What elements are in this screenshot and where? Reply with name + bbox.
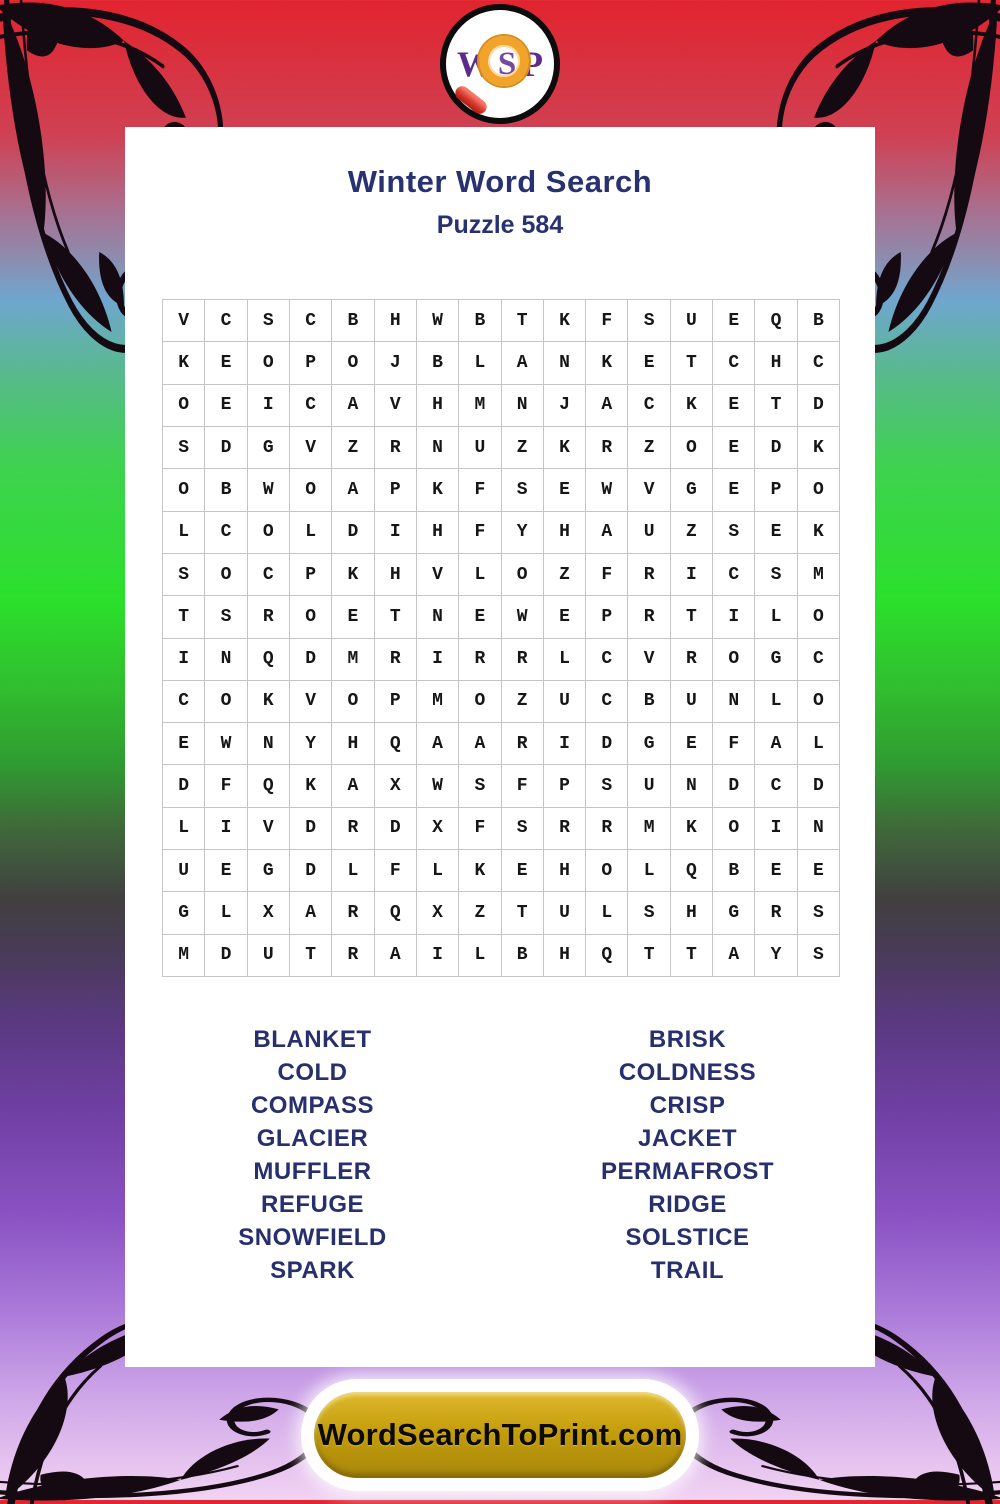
- grid-cell-letter: K: [798, 512, 840, 554]
- grid-cell-letter: D: [290, 850, 332, 892]
- grid-cell-letter: E: [713, 300, 755, 342]
- site-button-glow: [301, 1379, 699, 1491]
- grid-cell-letter: Q: [755, 300, 797, 342]
- grid-cell-letter: V: [628, 469, 670, 511]
- grid-cell-letter: A: [417, 723, 459, 765]
- grid-cell-letter: N: [671, 765, 713, 807]
- grid-cell-letter: C: [713, 342, 755, 384]
- grid-cell-letter: O: [713, 808, 755, 850]
- grid-cell-letter: W: [586, 469, 628, 511]
- grid-cell-letter: R: [332, 892, 374, 934]
- grid-cell-letter: O: [290, 469, 332, 511]
- grid-cell-letter: R: [628, 554, 670, 596]
- grid-cell-letter: Z: [332, 427, 374, 469]
- magnifying-glass-icon: [479, 36, 529, 86]
- grid-cell-letter: N: [798, 808, 840, 850]
- word-list-item: SPARK: [270, 1257, 355, 1284]
- logo-letter-p: P: [520, 44, 543, 84]
- grid-cell-letter: O: [332, 342, 374, 384]
- word-list-item: SNOWFIELD: [238, 1224, 387, 1251]
- grid-cell-letter: U: [544, 681, 586, 723]
- grid-cell-letter: C: [290, 385, 332, 427]
- grid-cell-letter: R: [375, 427, 417, 469]
- grid-cell-letter: F: [205, 765, 247, 807]
- grid-cell-letter: O: [290, 596, 332, 638]
- grid-cell-letter: E: [332, 596, 374, 638]
- grid-cell-letter: P: [290, 554, 332, 596]
- grid-cell-letter: D: [375, 808, 417, 850]
- grid-cell-letter: W: [205, 723, 247, 765]
- grid-cell-letter: K: [671, 808, 713, 850]
- grid-cell-letter: M: [417, 681, 459, 723]
- grid-cell-letter: V: [290, 681, 332, 723]
- grid-cell-letter: K: [417, 469, 459, 511]
- grid-cell-letter: F: [375, 850, 417, 892]
- grid-cell-letter: D: [798, 765, 840, 807]
- grid-cell-letter: Z: [502, 681, 544, 723]
- grid-cell-letter: C: [798, 639, 840, 681]
- grid-cell-letter: Q: [248, 639, 290, 681]
- grid-cell-letter: N: [544, 342, 586, 384]
- grid-cell-letter: E: [205, 342, 247, 384]
- grid-cell-letter: G: [755, 639, 797, 681]
- grid-cell-letter: E: [671, 723, 713, 765]
- grid-cell-letter: E: [163, 723, 205, 765]
- grid-cell-letter: L: [163, 808, 205, 850]
- grid-cell-letter: A: [755, 723, 797, 765]
- grid-cell-letter: O: [205, 554, 247, 596]
- grid-cell-letter: M: [163, 935, 205, 977]
- grid-cell-letter: O: [332, 681, 374, 723]
- grid-cell-letter: G: [163, 892, 205, 934]
- grid-cell-letter: R: [544, 808, 586, 850]
- grid-cell-letter: C: [713, 554, 755, 596]
- puzzle-number: Puzzle 584: [436, 211, 564, 239]
- grid-cell-letter: T: [502, 300, 544, 342]
- grid-cell-letter: Z: [459, 892, 501, 934]
- grid-cell-letter: U: [671, 681, 713, 723]
- grid-cell-letter: P: [755, 469, 797, 511]
- grid-cell-letter: R: [671, 639, 713, 681]
- grid-cell-letter: O: [163, 469, 205, 511]
- word-list-item: COLD: [277, 1059, 348, 1086]
- grid-cell-letter: R: [332, 808, 374, 850]
- grid-cell-letter: M: [798, 554, 840, 596]
- grid-cell-letter: U: [628, 765, 670, 807]
- grid-cell-letter: H: [375, 300, 417, 342]
- grid-cell-letter: V: [248, 808, 290, 850]
- grid-cell-letter: P: [290, 342, 332, 384]
- grid-cell-letter: X: [417, 808, 459, 850]
- grid-cell-letter: A: [332, 385, 374, 427]
- grid-cell-letter: Q: [375, 723, 417, 765]
- grid-cell-letter: K: [459, 850, 501, 892]
- grid-cell-letter: C: [205, 300, 247, 342]
- word-list-item: COMPASS: [250, 1092, 375, 1119]
- grid-cell-letter: S: [163, 427, 205, 469]
- grid-cell-letter: T: [163, 596, 205, 638]
- grid-cell-letter: O: [671, 427, 713, 469]
- grid-cell-letter: H: [332, 723, 374, 765]
- grid-cell-letter: E: [459, 596, 501, 638]
- grid-cell-letter: X: [375, 765, 417, 807]
- grid-cell-letter: C: [248, 554, 290, 596]
- word-list-item: REFUGE: [260, 1191, 364, 1218]
- grid-cell-letter: E: [713, 469, 755, 511]
- grid-cell-letter: Z: [671, 512, 713, 554]
- grid-cell-letter: H: [755, 342, 797, 384]
- logo-letter-s: S: [497, 45, 517, 82]
- grid-cell-letter: O: [163, 385, 205, 427]
- grid-cell-letter: G: [248, 850, 290, 892]
- grid-cell-letter: L: [459, 342, 501, 384]
- grid-cell-letter: V: [163, 300, 205, 342]
- word-list-item: RIDGE: [648, 1191, 727, 1218]
- grid-cell-letter: E: [798, 850, 840, 892]
- grid-cell-letter: T: [502, 892, 544, 934]
- grid-cell-letter: Q: [375, 892, 417, 934]
- grid-cell-letter: Z: [628, 427, 670, 469]
- grid-cell-letter: T: [671, 342, 713, 384]
- grid-cell-letter: S: [628, 892, 670, 934]
- grid-cell-letter: C: [755, 765, 797, 807]
- grid-cell-letter: E: [713, 385, 755, 427]
- grid-cell-letter: I: [205, 808, 247, 850]
- grid-cell-letter: G: [628, 723, 670, 765]
- grid-cell-letter: C: [628, 385, 670, 427]
- grid-cell-letter: R: [248, 596, 290, 638]
- grid-cell-letter: Q: [248, 765, 290, 807]
- grid-cell-letter: I: [671, 554, 713, 596]
- grid-cell-letter: X: [417, 892, 459, 934]
- grid-cell-letter: N: [205, 639, 247, 681]
- grid-cell-letter: L: [205, 892, 247, 934]
- grid-cell-letter: S: [628, 300, 670, 342]
- grid-cell-letter: M: [628, 808, 670, 850]
- grid-cell-letter: A: [332, 765, 374, 807]
- grid-cell-letter: W: [417, 765, 459, 807]
- grid-cell-letter: I: [713, 596, 755, 638]
- word-list-item: JACKET: [637, 1125, 737, 1152]
- grid-cell-letter: T: [671, 935, 713, 977]
- grid-cell-letter: T: [628, 935, 670, 977]
- word-list-item: CRISP: [649, 1092, 726, 1119]
- grid-cell-letter: D: [713, 765, 755, 807]
- grid-cell-letter: V: [628, 639, 670, 681]
- grid-cell-letter: A: [502, 342, 544, 384]
- grid-cell-letter: G: [713, 892, 755, 934]
- grid-cell-letter: O: [248, 512, 290, 554]
- grid-cell-letter: S: [755, 554, 797, 596]
- grid-cell-letter: Y: [755, 935, 797, 977]
- grid-cell-letter: R: [586, 427, 628, 469]
- grid-cell-letter: S: [502, 808, 544, 850]
- grid-cell-letter: I: [544, 723, 586, 765]
- grid-cell-letter: L: [332, 850, 374, 892]
- grid-cell-letter: M: [459, 385, 501, 427]
- grid-cell-letter: O: [798, 681, 840, 723]
- grid-cell-letter: T: [755, 385, 797, 427]
- grid-cell-letter: S: [163, 554, 205, 596]
- grid-cell-letter: Z: [544, 554, 586, 596]
- grid-cell-letter: R: [755, 892, 797, 934]
- grid-cell-letter: I: [417, 935, 459, 977]
- word-list-item: COLDNESS: [618, 1059, 757, 1086]
- grid-cell-letter: J: [375, 342, 417, 384]
- grid-cell-letter: D: [798, 385, 840, 427]
- grid-cell-letter: D: [290, 808, 332, 850]
- grid-cell-letter: C: [163, 681, 205, 723]
- grid-cell-letter: E: [544, 469, 586, 511]
- grid-cell-letter: E: [205, 385, 247, 427]
- grid-cell-letter: S: [459, 765, 501, 807]
- grid-cell-letter: K: [248, 681, 290, 723]
- grid-cell-letter: L: [459, 554, 501, 596]
- grid-cell-letter: O: [798, 596, 840, 638]
- grid-cell-letter: S: [798, 892, 840, 934]
- grid-cell-letter: L: [755, 681, 797, 723]
- grid-cell-letter: H: [544, 935, 586, 977]
- grid-cell-letter: E: [628, 342, 670, 384]
- grid-cell-letter: O: [205, 681, 247, 723]
- grid-cell-letter: Y: [290, 723, 332, 765]
- wsp-logo[interactable]: [440, 4, 560, 124]
- grid-cell-letter: P: [586, 596, 628, 638]
- grid-cell-letter: A: [586, 385, 628, 427]
- grid-cell-letter: L: [417, 850, 459, 892]
- logo-letter-w: W: [457, 44, 493, 84]
- grid-cell-letter: W: [417, 300, 459, 342]
- grid-cell-letter: Q: [586, 935, 628, 977]
- grid-cell-letter: B: [459, 300, 501, 342]
- grid-cell-letter: U: [459, 427, 501, 469]
- puzzle-grid: [162, 299, 840, 977]
- grid-cell-letter: T: [290, 935, 332, 977]
- grid-cell-letter: X: [248, 892, 290, 934]
- grid-cell-letter: F: [459, 469, 501, 511]
- grid-cell-letter: A: [332, 469, 374, 511]
- grid-cell-letter: S: [248, 300, 290, 342]
- grid-cell-letter: F: [502, 765, 544, 807]
- grid-cell-letter: D: [205, 935, 247, 977]
- grid-cell-letter: R: [502, 639, 544, 681]
- grid-cell-letter: K: [332, 554, 374, 596]
- word-list-item: SOLSTICE: [625, 1224, 750, 1251]
- grid-cell-letter: N: [417, 596, 459, 638]
- grid-cell-letter: V: [375, 385, 417, 427]
- grid-cell-letter: K: [671, 385, 713, 427]
- grid-cell-letter: U: [163, 850, 205, 892]
- word-list-item: BRISK: [648, 1026, 727, 1053]
- grid-cell-letter: S: [502, 469, 544, 511]
- grid-cell-letter: W: [502, 596, 544, 638]
- grid-cell-letter: R: [459, 639, 501, 681]
- grid-cell-letter: L: [798, 723, 840, 765]
- grid-cell-letter: C: [586, 681, 628, 723]
- grid-cell-letter: K: [290, 765, 332, 807]
- word-list-left: [125, 1023, 500, 1287]
- grid-cell-letter: P: [375, 681, 417, 723]
- grid-cell-letter: I: [163, 639, 205, 681]
- grid-cell-letter: H: [375, 554, 417, 596]
- grid-cell-letter: K: [586, 342, 628, 384]
- grid-cell-letter: L: [628, 850, 670, 892]
- grid-cell-letter: G: [248, 427, 290, 469]
- grid-cell-letter: L: [290, 512, 332, 554]
- grid-cell-letter: R: [332, 935, 374, 977]
- grid-cell-letter: C: [798, 342, 840, 384]
- grid-cell-letter: V: [290, 427, 332, 469]
- word-list-item: MUFFLER: [253, 1158, 372, 1185]
- grid-cell-letter: Y: [502, 512, 544, 554]
- website-button[interactable]: WordSearchToPrint.com: [314, 1392, 686, 1478]
- grid-cell-letter: C: [290, 300, 332, 342]
- grid-cell-letter: D: [755, 427, 797, 469]
- grid-cell-letter: A: [586, 512, 628, 554]
- grid-cell-letter: E: [544, 596, 586, 638]
- grid-cell-letter: N: [417, 427, 459, 469]
- grid-cell-letter: O: [798, 469, 840, 511]
- grid-cell-letter: O: [713, 639, 755, 681]
- grid-cell-letter: H: [544, 512, 586, 554]
- grid-cell-letter: B: [502, 935, 544, 977]
- word-list-item: BLANKET: [253, 1026, 372, 1053]
- grid-cell-letter: N: [713, 681, 755, 723]
- grid-cell-letter: E: [755, 512, 797, 554]
- grid-cell-letter: L: [755, 596, 797, 638]
- grid-cell-letter: C: [586, 639, 628, 681]
- grid-cell-letter: F: [586, 300, 628, 342]
- grid-cell-letter: K: [544, 427, 586, 469]
- grid-cell-letter: L: [586, 892, 628, 934]
- grid-cell-letter: T: [375, 596, 417, 638]
- word-list-item: GLACIER: [256, 1125, 369, 1152]
- grid-cell-letter: D: [205, 427, 247, 469]
- grid-cell-letter: E: [713, 427, 755, 469]
- grid-cell-letter: B: [628, 681, 670, 723]
- grid-cell-letter: B: [798, 300, 840, 342]
- grid-cell-letter: O: [459, 681, 501, 723]
- grid-cell-letter: F: [713, 723, 755, 765]
- grid-cell-letter: U: [544, 892, 586, 934]
- word-list: [125, 1023, 875, 1287]
- grid-cell-letter: I: [417, 639, 459, 681]
- grid-cell-letter: R: [375, 639, 417, 681]
- grid-cell-letter: E: [755, 850, 797, 892]
- puzzle-title: Winter Word Search: [347, 164, 653, 199]
- grid-cell-letter: Q: [671, 850, 713, 892]
- grid-cell-letter: D: [290, 639, 332, 681]
- grid-cell-letter: L: [163, 512, 205, 554]
- grid-cell-letter: F: [459, 808, 501, 850]
- grid-cell-letter: L: [459, 935, 501, 977]
- grid-cell-letter: S: [205, 596, 247, 638]
- grid-cell-letter: R: [502, 723, 544, 765]
- grid-cell-letter: D: [332, 512, 374, 554]
- word-list-item: TRAIL: [650, 1257, 725, 1284]
- grid-cell-letter: G: [671, 469, 713, 511]
- grid-cell-letter: F: [459, 512, 501, 554]
- grid-cell-letter: S: [798, 935, 840, 977]
- grid-cell-letter: K: [163, 342, 205, 384]
- grid-cell-letter: H: [671, 892, 713, 934]
- grid-cell-letter: I: [375, 512, 417, 554]
- grid-cell-letter: E: [502, 850, 544, 892]
- grid-cell-letter: I: [248, 385, 290, 427]
- grid-cell-letter: B: [332, 300, 374, 342]
- grid-cell-letter: N: [502, 385, 544, 427]
- grid-cell-letter: S: [586, 765, 628, 807]
- grid-cell-letter: C: [205, 512, 247, 554]
- grid-cell-letter: T: [671, 596, 713, 638]
- grid-cell-letter: V: [417, 554, 459, 596]
- grid-cell-letter: P: [375, 469, 417, 511]
- grid-cell-letter: A: [459, 723, 501, 765]
- grid-cell-letter: R: [586, 808, 628, 850]
- grid-cell-letter: A: [375, 935, 417, 977]
- grid-cell-letter: K: [544, 300, 586, 342]
- grid-cell-letter: D: [163, 765, 205, 807]
- puzzle-card: [125, 127, 875, 1367]
- grid-cell-letter: E: [205, 850, 247, 892]
- grid-cell-letter: Z: [502, 427, 544, 469]
- grid-cell-letter: O: [586, 850, 628, 892]
- grid-cell-letter: O: [502, 554, 544, 596]
- grid-cell-letter: B: [205, 469, 247, 511]
- grid-cell-letter: I: [755, 808, 797, 850]
- grid-cell-letter: R: [628, 596, 670, 638]
- grid-cell-letter: U: [628, 512, 670, 554]
- grid-cell-letter: H: [417, 385, 459, 427]
- word-list-right: [500, 1023, 875, 1287]
- grid-cell-letter: J: [544, 385, 586, 427]
- grid-cell-letter: O: [248, 342, 290, 384]
- grid-cell-letter: A: [713, 935, 755, 977]
- grid-cell-letter: N: [248, 723, 290, 765]
- grid-cell-letter: P: [544, 765, 586, 807]
- grid-cell-letter: H: [417, 512, 459, 554]
- grid-cell-letter: U: [671, 300, 713, 342]
- grid-cell-letter: S: [713, 512, 755, 554]
- word-list-item: PERMAFROST: [601, 1158, 774, 1185]
- grid-cell-letter: W: [248, 469, 290, 511]
- grid-cell-letter: H: [544, 850, 586, 892]
- grid-cell-letter: K: [798, 427, 840, 469]
- grid-cell-letter: U: [248, 935, 290, 977]
- grid-cell-letter: A: [290, 892, 332, 934]
- grid-cell-letter: B: [713, 850, 755, 892]
- grid-cell-letter: D: [586, 723, 628, 765]
- grid-cell-letter: B: [417, 342, 459, 384]
- grid-cell-letter: M: [332, 639, 374, 681]
- grid-cell-letter: F: [586, 554, 628, 596]
- grid-cell-letter: L: [544, 639, 586, 681]
